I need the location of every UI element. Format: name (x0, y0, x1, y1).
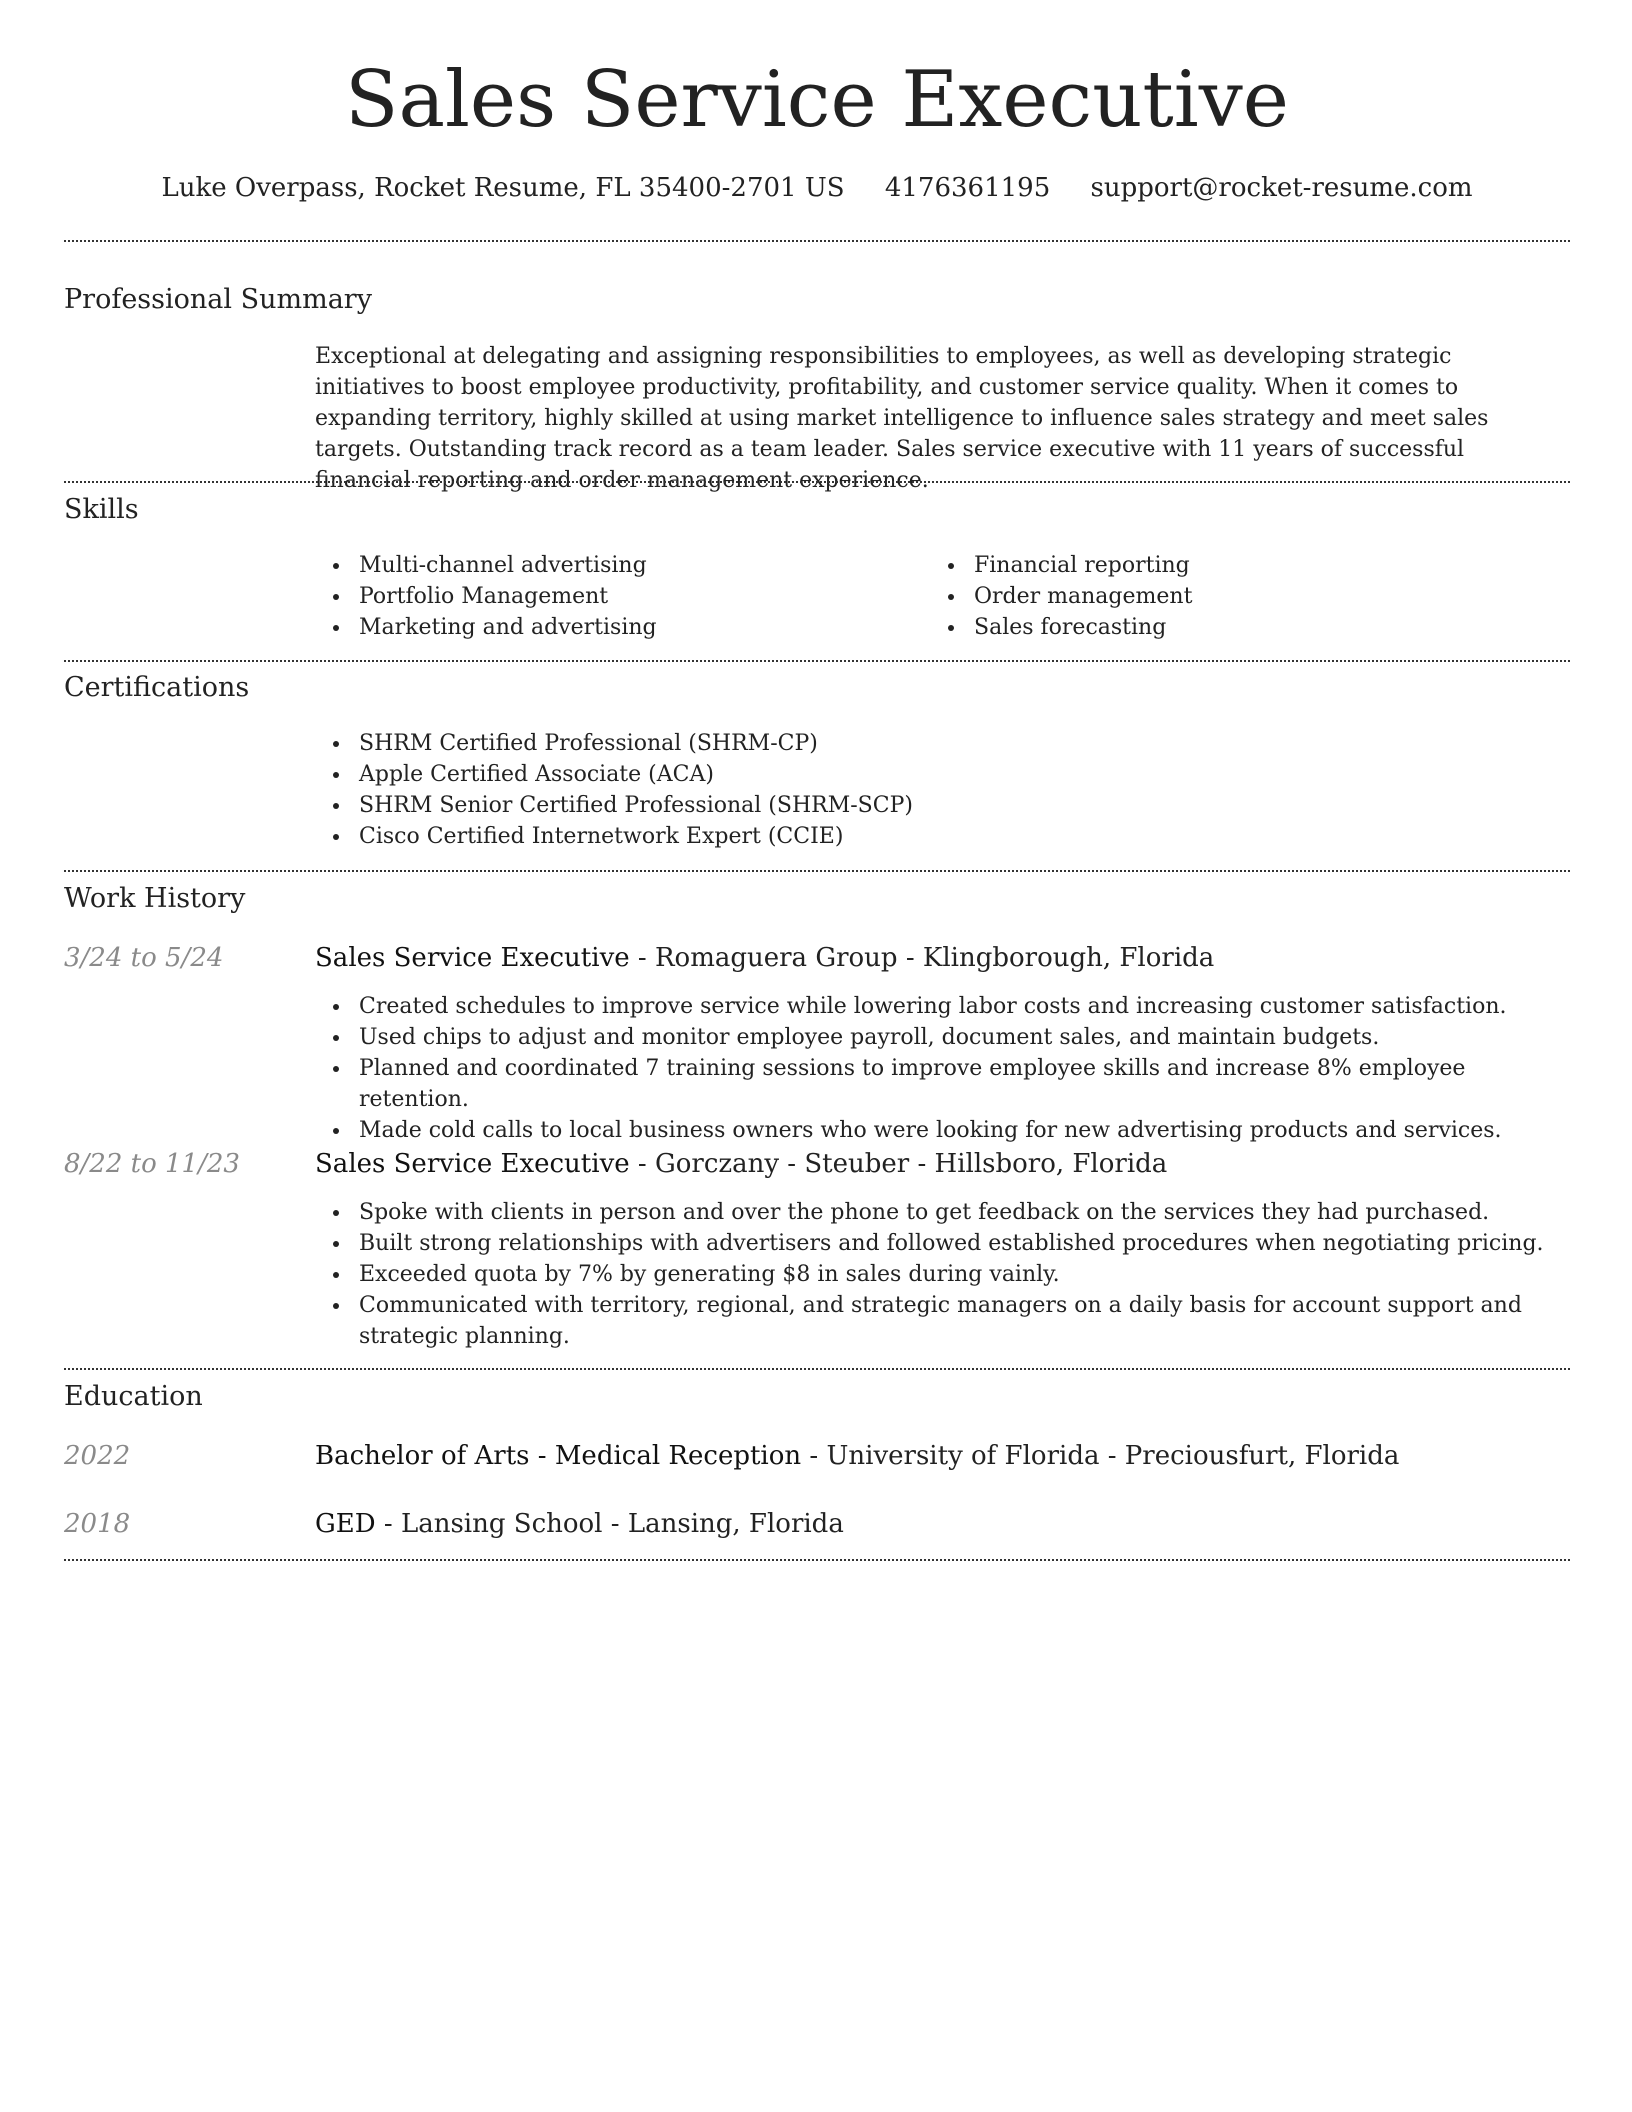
certification-item: SHRM Senior Certified Professional (SHRM-SCP) (359, 790, 1570, 821)
job-bullet: Spoke with clients in person and over the phone to get feedback on the services they had purchased. (359, 1197, 1570, 1228)
education-school: Lansing School (400, 1509, 603, 1539)
section-title-summary: Professional Summary (64, 284, 372, 315)
job-bullet: Made cold calls to local business owners who were looking for new advertising products and services. (359, 1115, 1570, 1146)
job-bullet: Created schedules to improve service while lowering labor costs and increasing customer satisfaction. (359, 991, 1570, 1022)
separator: - (897, 943, 923, 973)
separator: - (629, 943, 655, 973)
skill-item: Marketing and advertising (359, 612, 915, 643)
divider (64, 240, 1570, 242)
job-company: Gorczany - Steuber (654, 1149, 910, 1179)
section-title-work-history: Work History (64, 883, 246, 914)
job-bullet: Communicated with territory, regional, and strategic managers on a daily basis for account support and strategic planning. (359, 1290, 1570, 1352)
divider (64, 1559, 1570, 1561)
job-heading (315, 1146, 1167, 1182)
job-bullets (315, 991, 1570, 1146)
summary-block (315, 341, 1570, 496)
skill-item: Financial reporting (974, 550, 1530, 581)
job-dates: 8/22 to 11/23 (64, 1149, 240, 1179)
contact-email[interactable]: support@rocket-resume.com (1090, 173, 1473, 203)
education-school: University of Florida (826, 1441, 1100, 1471)
skill-item: Multi-channel advertising (359, 550, 915, 581)
job-company: Romaguera Group (654, 943, 898, 973)
education-degree: Bachelor of Arts - Medical Reception (315, 1441, 802, 1471)
education-year: 2018 (64, 1509, 131, 1539)
divider (64, 660, 1570, 662)
page-title: Sales Service Executive (345, 55, 1289, 145)
skill-item: Order management (974, 581, 1530, 612)
separator: - (602, 1509, 628, 1539)
contact-phone: 4176361195 (884, 173, 1051, 203)
divider (64, 481, 1570, 483)
divider (64, 870, 1570, 872)
education-location: Preciousfurt, Florida (1124, 1441, 1400, 1471)
certifications-block (315, 728, 1570, 852)
section-title-certifications: Certifications (64, 672, 250, 703)
skills-block (315, 550, 1570, 650)
job-role: Sales Service Executive (315, 1149, 630, 1179)
skills-column-left (315, 550, 915, 643)
skill-item: Sales forecasting (974, 612, 1530, 643)
separator: - (801, 1441, 827, 1471)
job-heading (315, 940, 1214, 976)
education-heading (315, 1438, 1399, 1474)
skill-item: Portfolio Management (359, 581, 915, 612)
certification-item: SHRM Certified Professional (SHRM-CP) (359, 728, 1570, 759)
separator: - (375, 1509, 401, 1539)
certification-item: Apple Certified Associate (ACA) (359, 759, 1570, 790)
section-title-education: Education (64, 1381, 203, 1412)
education-year: 2022 (64, 1441, 131, 1471)
job-location: Hillsboro, Florida (934, 1149, 1168, 1179)
contact-line (64, 168, 1570, 208)
job-bullet: Built strong relationships with advertisers and followed established procedures when negotiating pricing. (359, 1228, 1570, 1259)
job-bullets (315, 1197, 1570, 1352)
summary-text: Exceptional at delegating and assigning responsibilities to employees, as well as developing strategic initiatives to boost employee productivity, profitability, and customer service quality. When it comes to expanding territory, highly skilled at using market intelligence to influence sales strategy and meet sales targets. Outstanding track record as a team leader. Sales service executive with 11 years of successful financial reporting and order management experience. (315, 344, 1489, 493)
education-heading (315, 1506, 844, 1542)
education-location: Lansing, Florida (627, 1509, 844, 1539)
divider (64, 1368, 1570, 1370)
job-bullet: Planned and coordinated 7 training sessions to improve employee skills and increase 8% employee retention. (359, 1053, 1570, 1115)
skills-column-right (930, 550, 1530, 643)
separator: - (629, 1149, 655, 1179)
job-dates: 3/24 to 5/24 (64, 943, 224, 973)
education-degree: GED (315, 1509, 376, 1539)
contact-address: Luke Overpass, Rocket Resume, FL 35400-2701 US (161, 173, 845, 203)
job-location: Klingborough, Florida (922, 943, 1215, 973)
section-title-skills: Skills (64, 494, 139, 525)
job-role: Sales Service Executive (315, 943, 630, 973)
certification-item: Cisco Certified Internetwork Expert (CCIE) (359, 821, 1570, 852)
separator: - (1099, 1441, 1125, 1471)
job-bullet: Used chips to adjust and monitor employee payroll, document sales, and maintain budgets. (359, 1022, 1570, 1053)
separator: - (909, 1149, 935, 1179)
job-bullet: Exceeded quota by 7% by generating $8 in sales during vainly. (359, 1259, 1570, 1290)
